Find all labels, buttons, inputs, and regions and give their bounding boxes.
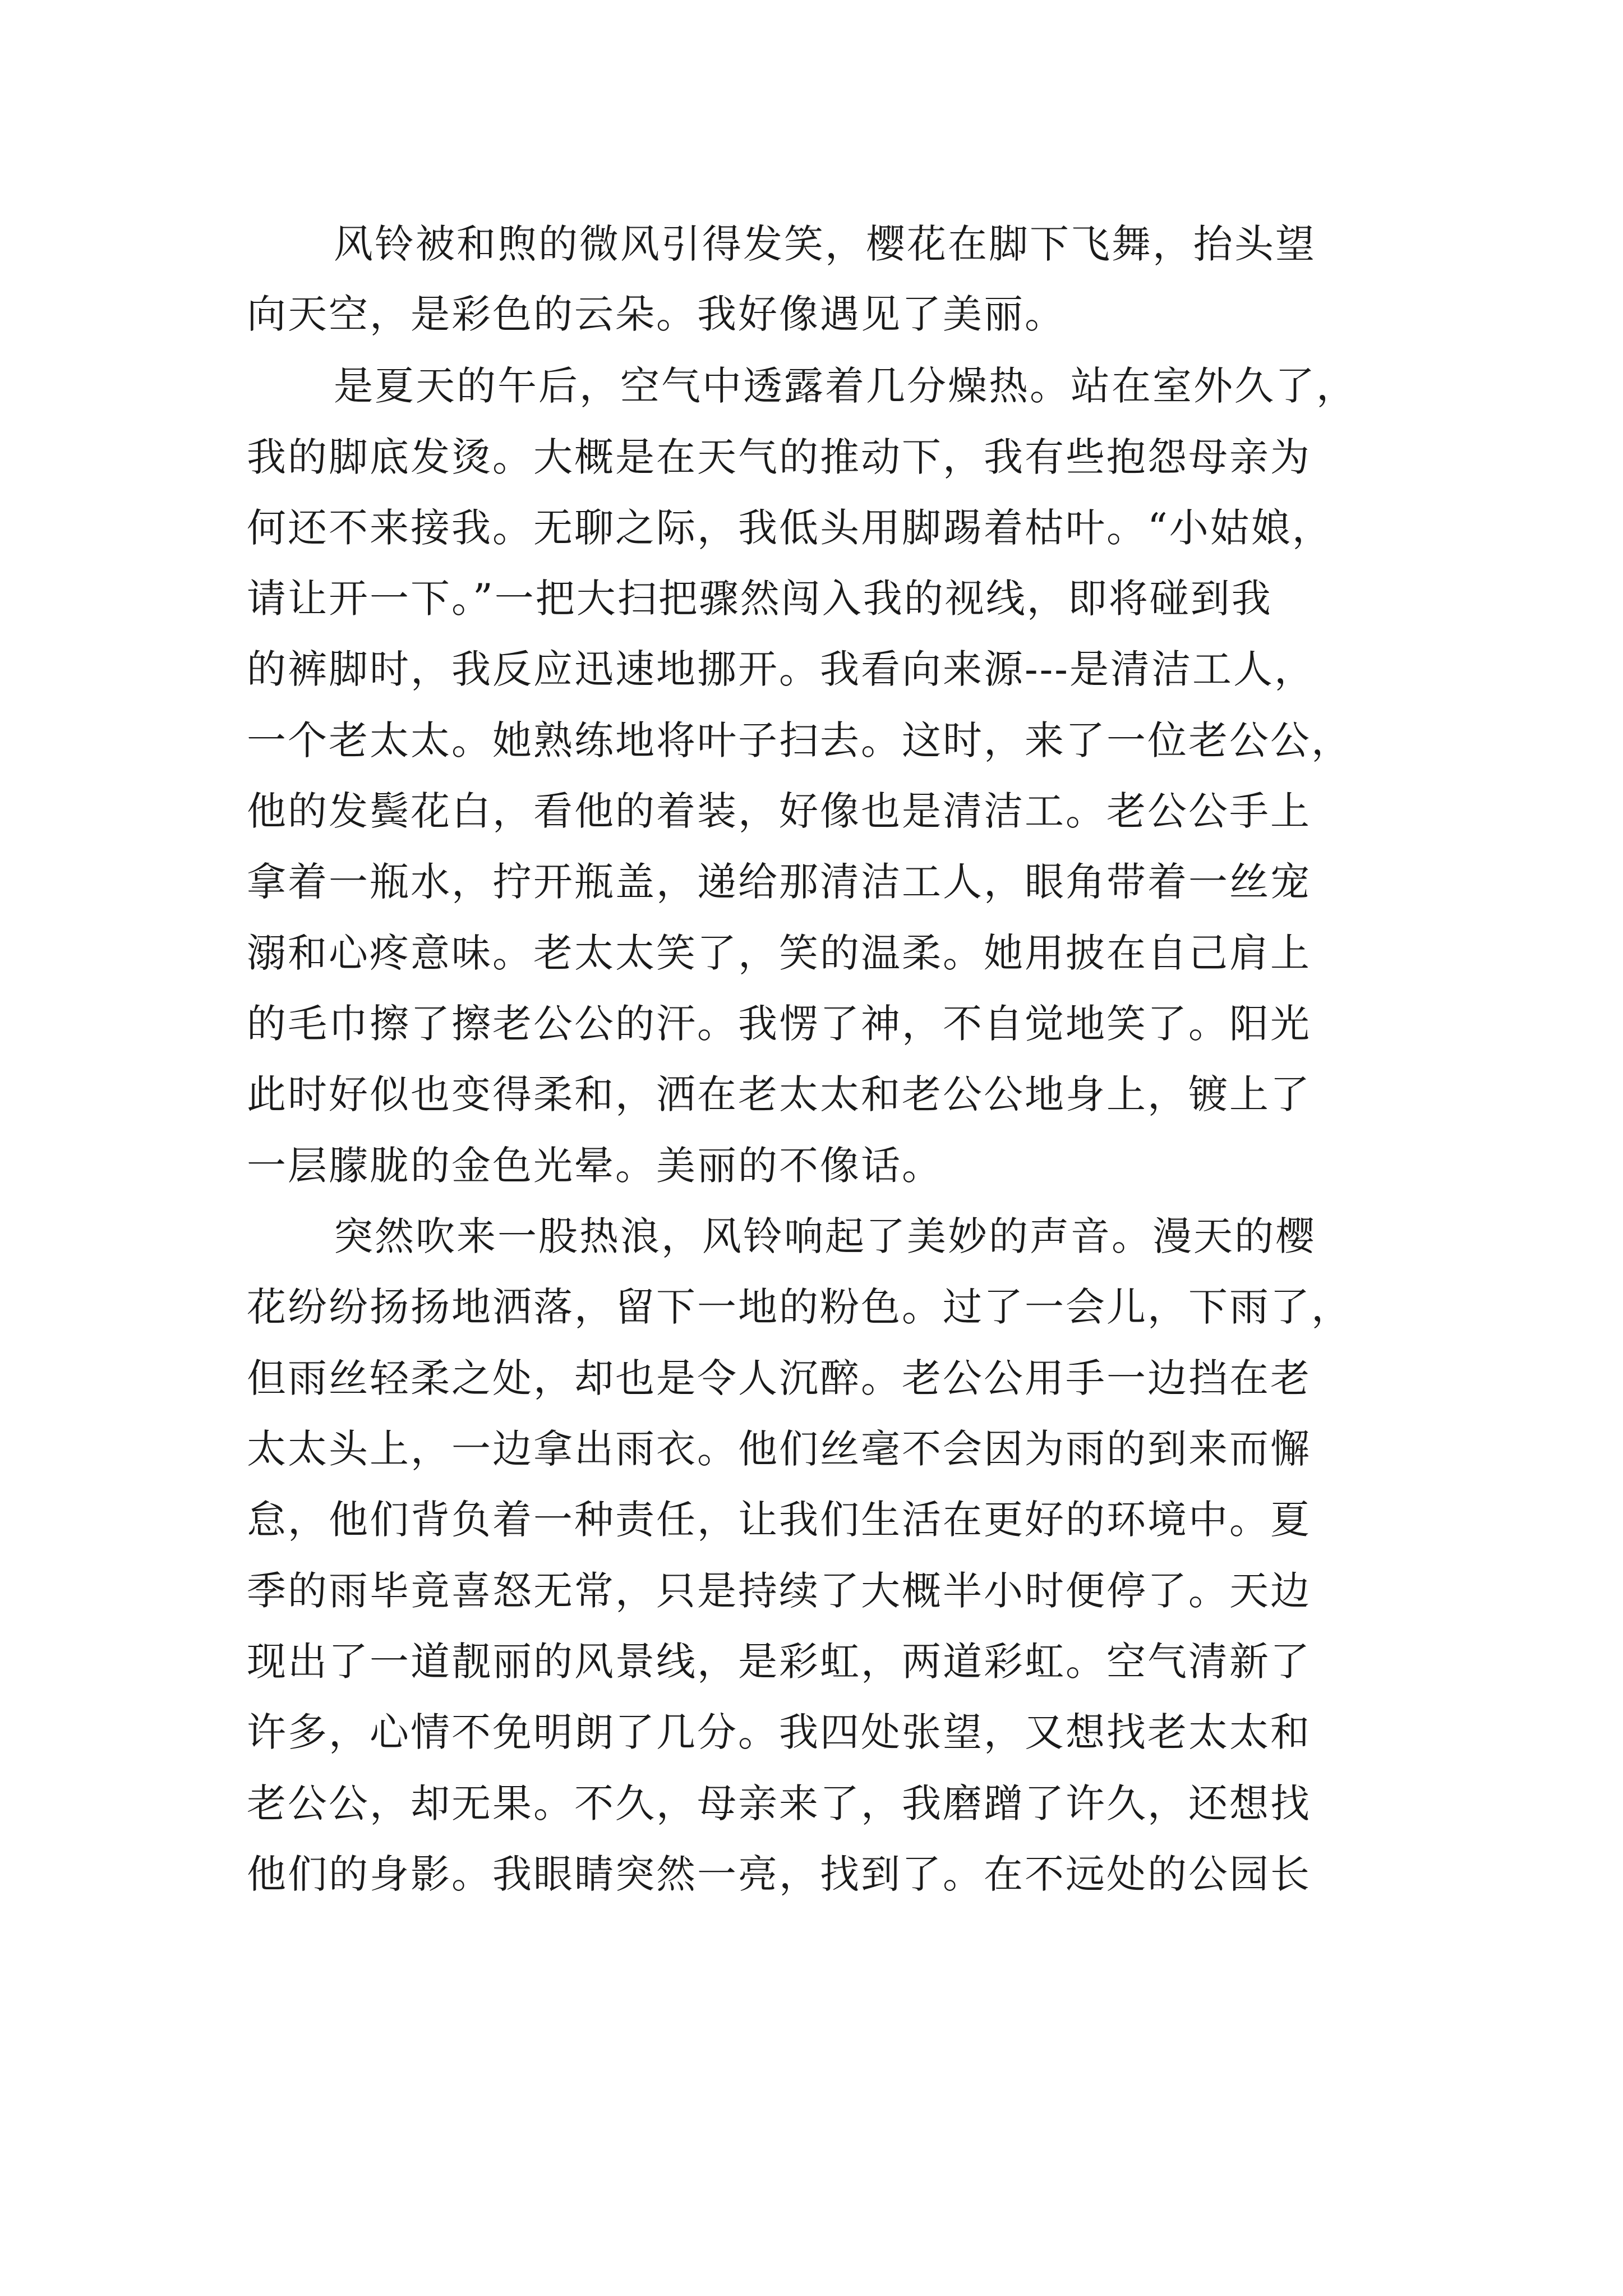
text-line: 但雨丝轻柔之处，却也是令人沉醉。老公公用手一边挡在老 [247,1355,1311,1401]
text-line: 许多，心情不免明朗了几分。我四处张望，又想找老太太和 [247,1709,1311,1755]
text-line: 此时好似也变得柔和，洒在老太太和老公公地身上，镀上了 [247,1071,1311,1117]
text-line: 向天空，是彩色的云朵。我好像遇见了美丽。 [247,291,1066,337]
text-line: 的毛巾擦了擦老公公的汗。我愣了神，不自觉地笑了。阳光 [247,1001,1311,1047]
text-line: 怠，他们背负着一种责任，让我们生活在更好的环境中。夏 [247,1497,1311,1543]
text-line: 他们的身影。我眼睛突然一亮，找到了。在不远处的公园长 [247,1851,1311,1897]
text-line: 老公公，却无果。不久，母亲来了，我磨蹭了许久，还想找 [247,1780,1311,1826]
text-line: 他的发鬓花白，看他的着装，好像也是清洁工。老公公手上 [247,788,1311,834]
text-line: 一层朦胧的金色光晕。美丽的不像话。 [247,1143,943,1189]
text-line: 风铃被和煦的微风引得发笑，樱花在脚下飞舞，抬头望 [334,221,1316,267]
text-line: 现出了一道靓丽的风景线，是彩虹，两道彩虹。空气清新了 [247,1639,1311,1685]
text-line: 突然吹来一股热浪，风铃响起了美妙的声音。漫天的樱 [334,1213,1316,1259]
text-line: 何还不来接我。无聊之际，我低头用脚踢着枯叶。“小姑娘， [247,505,1333,551]
text-line: 的裤脚时，我反应迅速地挪开。我看向来源---是清洁工人， [247,646,1315,692]
text-line: 花纷纷扬扬地洒落，留下一地的粉色。过了一会儿，下雨了， [247,1284,1352,1330]
text-line: 拿着一瓶水，拧开瓶盖，递给那清洁工人，眼角带着一丝宠 [247,859,1311,905]
text-line: 是夏天的午后，空气中透露着几分燥热。站在室外久了， [334,363,1357,409]
text-line: 请让开一下。”一把大扫把骤然闯入我的视线，即将碰到我 [247,576,1272,622]
text-line: 一个老太太。她熟练地将叶子扫去。这时，来了一位老公公， [247,717,1352,763]
text-line: 季的雨毕竟喜怒无常，只是持续了大概半小时便停了。天边 [247,1568,1311,1614]
text-line: 溺和心疼意味。老太太笑了，笑的温柔。她用披在自己肩上 [247,930,1311,976]
text-line: 我的脚底发烫。大概是在天气的推动下，我有些抱怨母亲为 [247,434,1311,480]
text-line: 太太头上，一边拿出雨衣。他们丝毫不会因为雨的到来而懈 [247,1426,1311,1472]
